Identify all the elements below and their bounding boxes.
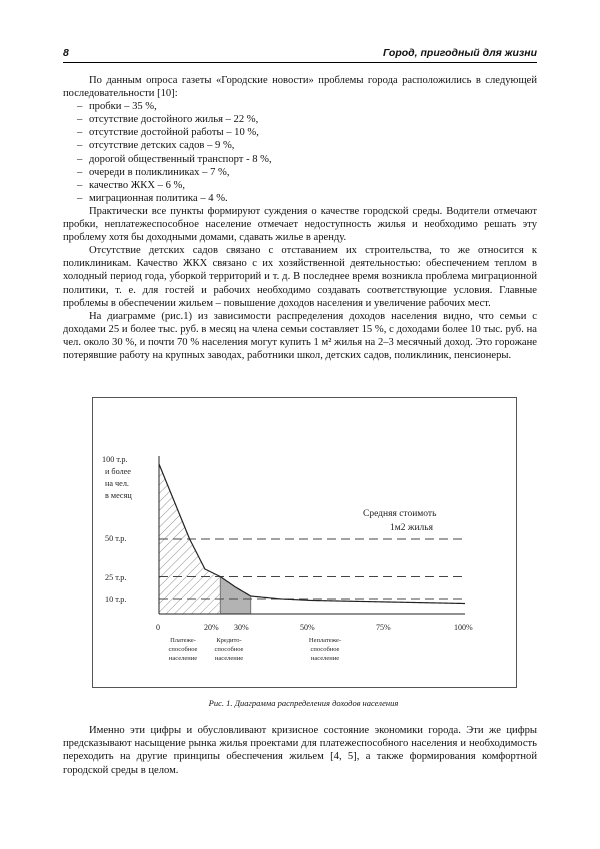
x-tick-label: 75% xyxy=(376,623,391,632)
y-tick-label: 50 т.р. xyxy=(105,534,127,543)
list-item: – дорогой общественный транспорт - 8 %, xyxy=(77,153,272,165)
list-item: – очереди в поликлиниках – 7 %, xyxy=(77,166,230,178)
list-dash: – xyxy=(77,101,83,113)
list-dash: – xyxy=(77,140,83,152)
x-tick-label: 50% xyxy=(300,623,315,632)
page-number: 8 xyxy=(63,47,69,59)
running-title: Город, пригодный для жизни xyxy=(383,47,537,59)
x-tick-label: 0 xyxy=(156,623,160,632)
y-tick-label: 10 т.р. xyxy=(105,595,127,604)
credit-label-line: Кредито- xyxy=(216,637,242,644)
solvent-label-line: население xyxy=(168,655,198,662)
closing-paragraph: Именно эти цифры и обусловливают кризисное состояние экономики города. Эти же цифры предсказывают насыщение рынка жилья проектами для платежеспособного населения и необходимость переходить на другие принципы обеспечения жильем [4, 5], а также формирования комфортной городской среды в целом. xyxy=(63,725,537,776)
solvent-label-line: Платеже- xyxy=(170,637,196,644)
list-item: – пробки – 35 %, xyxy=(77,101,157,113)
x-tick-label: 20% xyxy=(204,623,219,632)
insolvent-label-line: способное xyxy=(310,646,340,653)
page-header xyxy=(63,44,537,63)
price-label-line: Средняя стоимоть xyxy=(363,509,437,519)
list-dash: – xyxy=(77,153,83,165)
problem-list xyxy=(63,100,537,205)
y-top-label-line: и более xyxy=(105,467,131,476)
insolvent-label-line: население xyxy=(310,655,340,662)
x-tick-label: 30% xyxy=(234,623,249,632)
price-label-line: 1м2 жилья xyxy=(390,523,433,533)
solvent-label-line: способное xyxy=(168,646,198,653)
insolvent-label-line: Неплатеже- xyxy=(308,637,342,644)
credit-area xyxy=(220,577,251,615)
list-dash: – xyxy=(77,166,83,178)
body-text xyxy=(63,74,537,362)
income-distribution-chart xyxy=(93,398,516,687)
intro-paragraph: По данным опроса газеты «Городские новости» проблемы города расположились в следующей последовательности [10]: xyxy=(63,75,537,100)
closing-text xyxy=(63,724,537,777)
y-top-label-line: 100 т.р. xyxy=(102,455,128,464)
y-tick-label: 25 т.р. xyxy=(105,573,127,582)
y-top-label-line: в месяц xyxy=(105,491,132,500)
figure-caption: Рис. 1. Диаграмма распределения доходов населения xyxy=(208,698,399,708)
list-item: – отсутствие достойной работы – 10 %, xyxy=(77,127,259,139)
y-top-label-line: на чел. xyxy=(105,479,129,488)
list-item: – миграционная политика – 4 %. xyxy=(77,192,228,204)
list-dash: – xyxy=(77,114,83,126)
figure-frame xyxy=(92,397,517,688)
list-dash: – xyxy=(77,192,83,204)
list-dash: – xyxy=(77,179,83,191)
list-item: – качество ЖКХ – 6 %, xyxy=(77,179,185,191)
list-dash: – xyxy=(77,127,83,139)
credit-label-line: способное xyxy=(214,646,244,653)
paragraph: На диаграмме (рис.1) из зависимости распределения доходов населения видно, что семьи с доходами 25 и более тыс. руб. в месяц на члена семьи составляет 15 %, с доходами более 10 тыс. руб. на чел. около 30 %, и почти 70 % населения могут купить 1 м² жилья на 2–3 месячный доход. Это горожане потерявшие работу на крупных заводах, работники школ, детских садов, поликлиник, пенсионеры. xyxy=(63,310,537,361)
credit-label-line: население xyxy=(214,655,244,662)
paragraph: Практически все пункты формируют суждения о качестве городской среды. Водители отмечают пробки, неплатежеспособное население отмечает недоступность жилья и необходимо решать эту проблему хотя бы доходными домами, сдавать жилье в аренду. xyxy=(63,205,537,244)
x-tick-label: 100% xyxy=(454,623,473,632)
paragraph: Отсутствие детских садов связано с отставанием их строительства, то же относится к поликлиникам. Качество ЖКХ связано с их хозяйственной деятельностью: обеспечением теплом в холодный период года, уборкой территорий и т. д. В последнее время возникла проблема миграционной политики, т. е. для гостей и рабочих необходимо создавать соответствующие условия. Главные проблемы в обеспечении жильем – повышение доходов населения и увеличение рабочих мест. xyxy=(63,245,537,309)
list-item: – отсутствие детских садов – 9 %, xyxy=(77,140,235,152)
list-item: – отсутствие достойного жилья – 22 %, xyxy=(77,114,259,126)
